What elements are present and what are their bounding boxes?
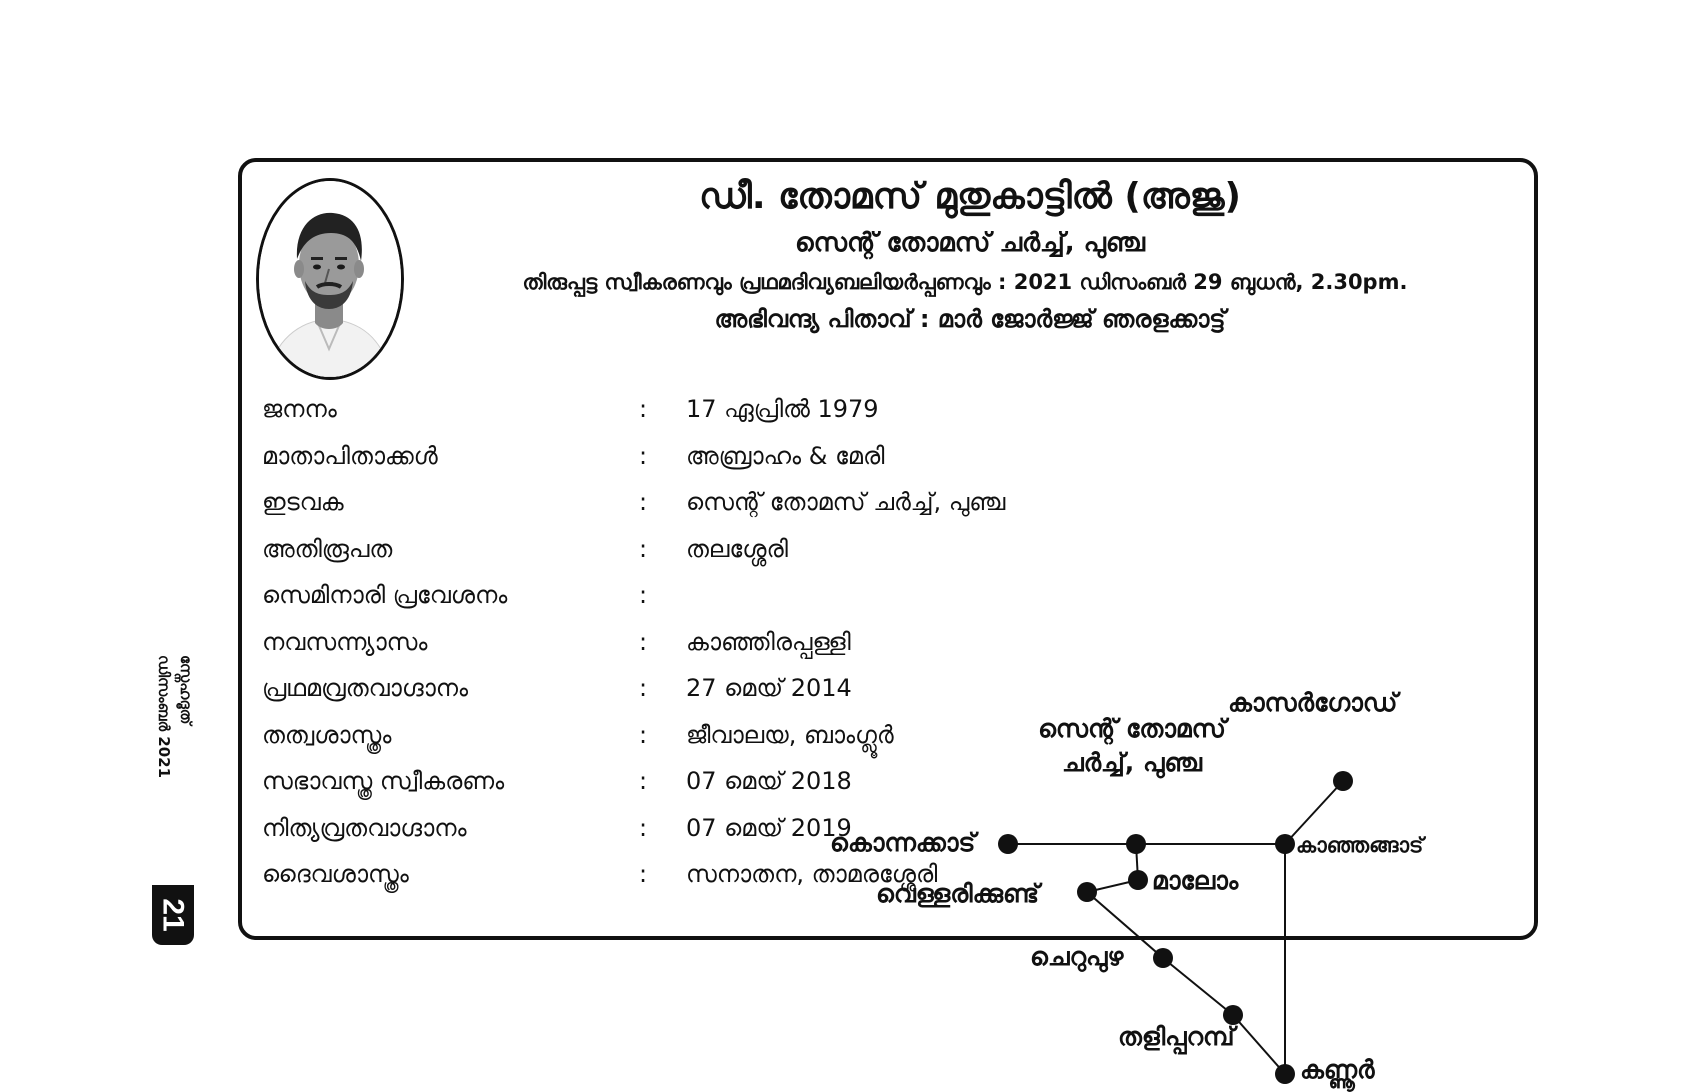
label-konnakkad: കൊന്നക്കാട് bbox=[830, 828, 976, 857]
detail-separator: : bbox=[639, 581, 648, 609]
detail-value: സെന്റ് തോമസ് ചർച്ച്, പുഞ്ച bbox=[686, 488, 1006, 516]
detail-row-parish bbox=[262, 479, 1082, 526]
detail-value: 17 ഏപ്രിൽ 1979 bbox=[686, 395, 879, 423]
label-kanhangad: കാഞ്ഞങ്ങാട് bbox=[1296, 833, 1424, 857]
detail-separator: : bbox=[639, 767, 648, 795]
ordination-date: തിരുപ്പട്ട സ്വീകരണവും പ്രഥമദിവ്യബലിയർപ്പണവും : 2021 ഡിസംബർ 29 ബുധൻ, 2.30pm. bbox=[522, 270, 1408, 294]
konnakkad-marker-icon bbox=[998, 834, 1018, 854]
route-map bbox=[830, 552, 1542, 1084]
label-malom: മാലോം bbox=[1152, 866, 1239, 895]
detail-separator: : bbox=[639, 674, 648, 702]
detail-label: അതിരൂപത bbox=[262, 534, 393, 563]
malom-marker-icon bbox=[1128, 870, 1148, 890]
detail-label: സെമിനാരി പ്രവേശനം bbox=[262, 581, 508, 609]
detail-value: 07 മെയ് 2019 bbox=[686, 813, 852, 842]
detail-separator: : bbox=[639, 720, 648, 749]
issue-date: ഡിസംബർ 2021 bbox=[155, 655, 173, 779]
detail-separator: : bbox=[639, 627, 648, 656]
label-church-line2: ചർച്ച്, പുഞ്ച bbox=[1062, 748, 1202, 777]
detail-value: സനാതന, താമരശ്ശേരി bbox=[686, 860, 938, 888]
detail-value: ജീവാലയ, ബാംഗ്ലൂർ bbox=[686, 720, 894, 749]
detail-label: ഇടവക bbox=[262, 488, 344, 516]
church-marker-icon bbox=[1126, 834, 1146, 854]
person-portrait-icon bbox=[259, 181, 401, 377]
detail-value: 27 മെയ് 2014 bbox=[686, 674, 852, 702]
ordination-card bbox=[238, 158, 1538, 1084]
label-cherupuzha: ചെറുപുഴ bbox=[1030, 942, 1124, 971]
detail-label: പ്രഥമവ്രതവാഗ്ദാനം bbox=[262, 674, 469, 702]
detail-label: തത്വശാസ്ത്രം bbox=[262, 720, 392, 749]
detail-separator: : bbox=[639, 534, 648, 563]
detail-label: നിത്യവ്രതവാഗ്ദാനം bbox=[262, 813, 467, 842]
detail-label: സഭാവസ്ത്ര സ്വീകരണം bbox=[262, 767, 505, 795]
detail-separator: : bbox=[639, 860, 648, 888]
detail-separator: : bbox=[639, 441, 648, 470]
detail-label: ജനനം bbox=[262, 395, 337, 423]
label-church-line1: സെന്റ് തോമസ് bbox=[1038, 714, 1226, 743]
magazine-name: സ്നേഹദൂത് bbox=[177, 655, 195, 725]
road-taliparamba-kannur bbox=[1233, 1015, 1285, 1074]
detail-value: തലശ്ശേരി bbox=[686, 534, 788, 563]
page-number-badge bbox=[152, 885, 194, 945]
kasaragod-marker-icon bbox=[1333, 771, 1353, 791]
page-number: 21 bbox=[157, 898, 190, 932]
detail-value: 07 മെയ് 2018 bbox=[686, 767, 852, 795]
detail-separator: : bbox=[639, 395, 648, 423]
detail-value: കാഞ്ഞിരപ്പള്ളി bbox=[686, 627, 851, 656]
detail-label: മാതാപിതാക്കൾ bbox=[262, 441, 438, 470]
label-taliparamba: തളിപ്പറമ്പ് bbox=[1118, 1022, 1235, 1051]
cherupuzha-marker-icon bbox=[1153, 948, 1173, 968]
detail-label: ദൈവശാസ്ത്രം bbox=[262, 860, 409, 888]
deacon-name: ഡീ. തോമസ് മുതുകാട്ടിൽ (അജു) bbox=[699, 176, 1241, 217]
header bbox=[402, 172, 1528, 338]
detail-label: നവസന്ന്യാസം bbox=[262, 627, 428, 656]
label-kasaragod: കാസർഗോഡ് bbox=[1228, 688, 1398, 717]
detail-row-parents bbox=[262, 433, 1082, 480]
detail-row-birth bbox=[262, 386, 1082, 433]
kanhangad-marker-icon bbox=[1275, 834, 1295, 854]
label-vellarikkund: വെള്ളരിക്കുണ്ട് bbox=[876, 879, 1040, 908]
church-name: സെന്റ് തോമസ് ചർച്ച്, പുഞ്ച bbox=[795, 228, 1145, 258]
magazine-masthead bbox=[153, 655, 197, 778]
detail-value: അബ്രാഹം & മേരി bbox=[686, 441, 885, 470]
detail-separator: : bbox=[639, 488, 648, 516]
portrait-photo bbox=[256, 178, 404, 380]
road-cherupuzha-taliparamba bbox=[1163, 958, 1233, 1015]
officiating-bishop: അഭിവന്ദ്യ പിതാവ് : മാർ ജോർജ്ജ് ഞരളക്കാട്ട് bbox=[714, 305, 1226, 333]
kannur-marker-icon bbox=[1275, 1064, 1295, 1084]
label-kannur: കണ്ണൂർ bbox=[1300, 1055, 1375, 1084]
detail-separator: : bbox=[639, 813, 648, 842]
vellarikkund-marker-icon bbox=[1077, 882, 1097, 902]
